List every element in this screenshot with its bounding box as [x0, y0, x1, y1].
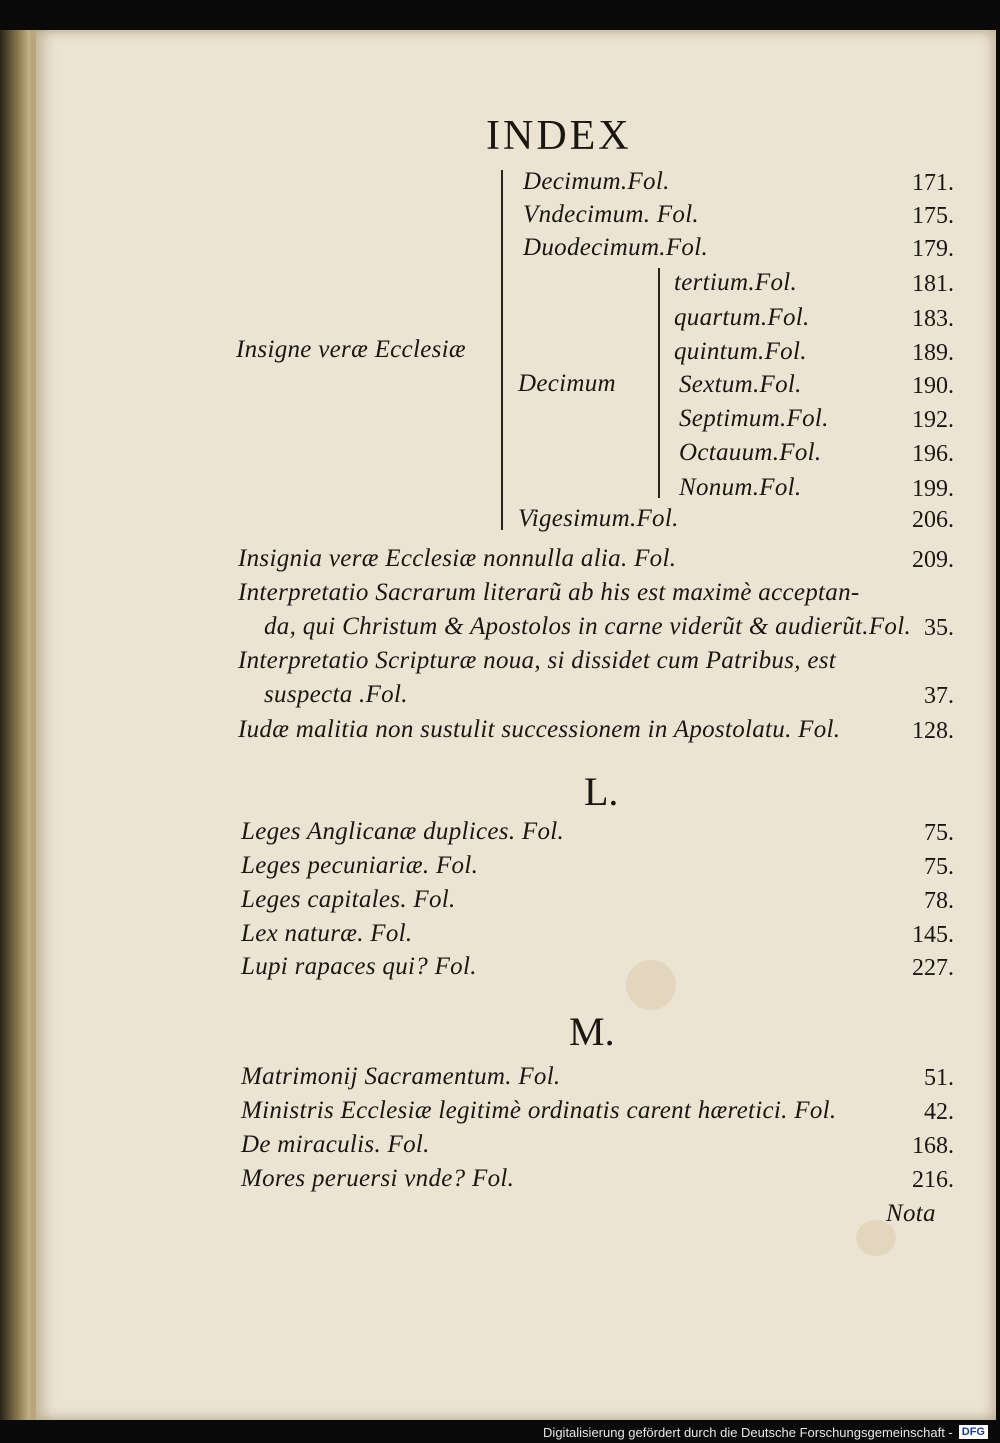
- page-number: 51.: [924, 1065, 954, 1091]
- page-number: 168.: [912, 1133, 954, 1159]
- subgroup-label: Decimum: [518, 370, 616, 397]
- page-number: 192.: [912, 407, 954, 433]
- section-letter-m: M.: [569, 1009, 615, 1054]
- page-number: 199.: [912, 476, 954, 502]
- page-number: 181.: [912, 271, 954, 297]
- index-entry-continuation: suspecta .Fol.: [264, 681, 408, 708]
- page-number: 75.: [924, 854, 954, 880]
- page-number: 216.: [912, 1167, 954, 1193]
- page-number: 75.: [924, 820, 954, 846]
- page-number: 145.: [912, 922, 954, 948]
- page-number: 42.: [924, 1099, 954, 1125]
- index-entry: Duodecimum.Fol.: [523, 234, 709, 261]
- index-entry-continuation: da, qui Christum & Apostolos in carne viderũt & audierũt.Fol.: [264, 613, 911, 640]
- index-entry: De miraculis. Fol.: [241, 1131, 430, 1158]
- page-number: 227.: [912, 955, 954, 981]
- index-entry: Lupi rapaces qui? Fol.: [241, 953, 477, 980]
- index-entry: Sextum.Fol.: [679, 371, 802, 398]
- page-number: 171.: [912, 170, 954, 196]
- credit-text: Digitalisierung gefördert durch die Deutsche Forschungsgemeinschaft -: [543, 1424, 953, 1440]
- index-entry: Matrimonij Sacramentum. Fol.: [241, 1063, 561, 1090]
- page-number: 179.: [912, 236, 954, 262]
- index-entry: Octauum.Fol.: [679, 439, 822, 466]
- index-entry: Ministris Ecclesiæ legitimè ordinatis carent hæretici. Fol.: [241, 1097, 837, 1124]
- group-brace: [501, 170, 503, 530]
- page-number: 209.: [912, 547, 954, 573]
- page-number: 175.: [912, 203, 954, 229]
- page-heading: INDEX: [486, 113, 632, 159]
- index-entry: Nonum.Fol.: [679, 474, 802, 501]
- page-number: 206.: [912, 507, 954, 533]
- subgroup-brace: [658, 268, 660, 498]
- digitization-credit: [543, 1423, 988, 1441]
- index-entry: tertium.Fol.: [674, 269, 798, 296]
- index-entry: Leges pecuniariæ. Fol.: [241, 852, 479, 879]
- index-entry: Mores peruersi vnde? Fol.: [241, 1165, 515, 1192]
- page-number: 37.: [924, 683, 954, 709]
- index-entry: Leges capitales. Fol.: [241, 886, 456, 913]
- index-entry: Lex naturæ. Fol.: [241, 920, 413, 947]
- index-entry: Septimum.Fol.: [679, 405, 829, 432]
- book-page: [30, 30, 996, 1420]
- page-number: 183.: [912, 306, 954, 332]
- index-entry: Vigesimum.Fol.: [518, 505, 679, 532]
- page-number: 189.: [912, 340, 954, 366]
- page-number: 35.: [924, 615, 954, 641]
- index-entry: Vndecimum. Fol.: [523, 201, 699, 228]
- index-entry: Iudæ malitia non sustulit successionem in Apostolatu. Fol.: [238, 716, 841, 743]
- index-entry: Interpretatio Sacrarum literarũ ab his est maximè acceptan-: [238, 579, 860, 606]
- index-entry: Leges Anglicanæ duplices. Fol.: [241, 818, 565, 845]
- page-number: 196.: [912, 441, 954, 467]
- index-entry: Insignia veræ Ecclesiæ nonnulla alia. Fol.: [238, 545, 677, 572]
- book-spine: [0, 30, 30, 1420]
- page-number: 78.: [924, 888, 954, 914]
- paper-stain: [626, 960, 676, 1010]
- index-entry: Interpretatio Scripturæ noua, si dissidet cum Patribus, est: [238, 647, 837, 674]
- index-entry: quartum.Fol.: [674, 304, 810, 331]
- page-number: 128.: [912, 718, 954, 744]
- index-entry: quintum.Fol.: [674, 338, 807, 365]
- page-number: 190.: [912, 373, 954, 399]
- index-entry: Decimum.Fol.: [523, 168, 670, 195]
- section-letter-l: L.: [584, 769, 619, 814]
- catchword: Nota: [886, 1200, 936, 1227]
- group-label: Insigne veræ Ecclesiæ: [236, 336, 466, 363]
- dfg-logo: DFG: [959, 1425, 988, 1439]
